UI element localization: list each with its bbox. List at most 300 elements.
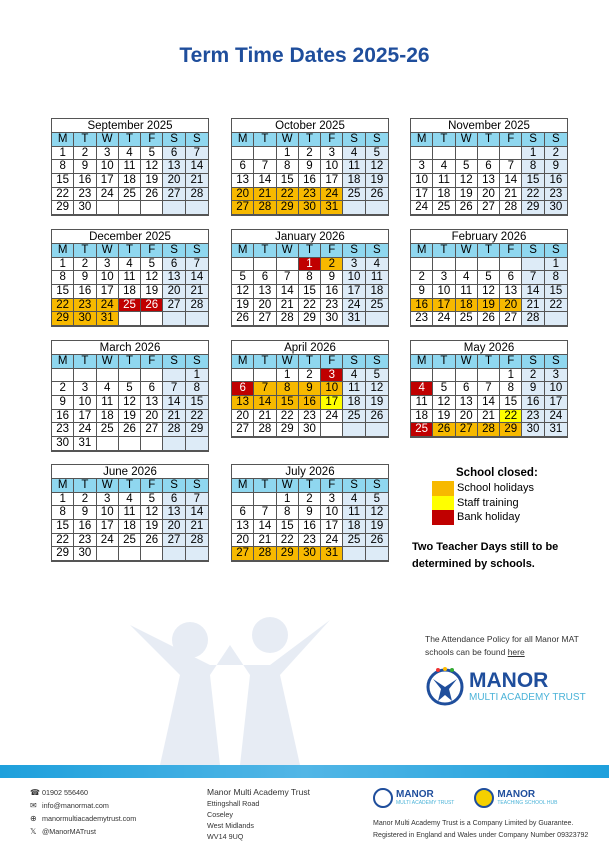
empty-cell [232, 493, 254, 507]
day-cell: 18 [97, 410, 119, 424]
month-calendar [231, 229, 389, 327]
day-cell: 14 [254, 520, 276, 534]
weekday-header: W [277, 479, 299, 493]
policy-link[interactable]: here [507, 647, 525, 657]
day-cell: 12 [119, 396, 141, 410]
weekday-header: M [411, 244, 433, 258]
weekday-header: M [52, 479, 74, 493]
day-cell: 4 [119, 258, 141, 272]
day-cell: 7 [254, 160, 276, 174]
day-cell: 17 [411, 188, 433, 202]
month-title: October 2025 [232, 119, 388, 133]
day-cell: 14 [254, 174, 276, 188]
attendance-policy-text [425, 633, 595, 659]
day-cell: 21 [186, 520, 208, 534]
day-cell: 12 [141, 271, 163, 285]
empty-cell [186, 437, 208, 451]
day-cell: 24 [433, 312, 455, 326]
day-cell: 7 [478, 382, 500, 396]
day-cell: 27 [141, 423, 163, 437]
day-cell: 19 [366, 396, 388, 410]
month-grid [411, 244, 567, 326]
day-cell: 3 [97, 258, 119, 272]
weekday-header: M [232, 479, 254, 493]
empty-cell [163, 312, 185, 326]
day-cell: 3 [74, 382, 96, 396]
month-grid [232, 355, 388, 437]
day-cell: 7 [500, 160, 522, 174]
day-cell: 29 [500, 423, 522, 437]
day-cell: 26 [433, 423, 455, 437]
day-cell: 31 [97, 312, 119, 326]
weekday-header: T [433, 244, 455, 258]
month-grid [411, 133, 567, 215]
month-calendar [231, 340, 389, 438]
day-cell: 15 [545, 285, 567, 299]
day-cell: 3 [97, 493, 119, 507]
weekday-header: T [433, 133, 455, 147]
empty-cell [186, 312, 208, 326]
day-cell: 15 [186, 396, 208, 410]
day-cell: 21 [163, 410, 185, 424]
day-cell: 25 [411, 423, 433, 437]
weekday-header: F [141, 355, 163, 369]
empty-cell [456, 147, 478, 161]
month-title: December 2025 [52, 230, 208, 244]
day-cell: 10 [97, 160, 119, 174]
day-cell: 12 [456, 174, 478, 188]
weekday-header: T [478, 355, 500, 369]
day-cell: 18 [366, 285, 388, 299]
month-grid [232, 479, 388, 561]
weekday-header: T [119, 244, 141, 258]
website-link[interactable]: manormultiacademytrust.com [42, 814, 137, 823]
day-cell: 13 [163, 506, 185, 520]
weekday-header: F [141, 244, 163, 258]
legend [432, 467, 538, 525]
day-cell: 6 [232, 382, 254, 396]
empty-cell [500, 147, 522, 161]
day-cell: 19 [119, 410, 141, 424]
day-cell: 18 [343, 520, 365, 534]
day-cell: 18 [343, 174, 365, 188]
manor-logo-icon [425, 665, 465, 707]
empty-cell [254, 369, 276, 383]
empty-cell [141, 312, 163, 326]
day-cell: 7 [254, 506, 276, 520]
day-cell: 13 [232, 520, 254, 534]
day-cell: 6 [500, 271, 522, 285]
weekday-header: S [522, 355, 544, 369]
weekday-header: W [97, 133, 119, 147]
day-cell: 1 [299, 258, 321, 272]
day-cell: 23 [74, 534, 96, 548]
month-title: November 2025 [411, 119, 567, 133]
day-cell: 23 [299, 188, 321, 202]
day-cell: 5 [478, 271, 500, 285]
weekday-header: M [52, 244, 74, 258]
day-cell: 22 [522, 188, 544, 202]
day-cell: 27 [232, 201, 254, 215]
holiday-swatch [432, 481, 454, 496]
weekday-header: M [52, 355, 74, 369]
empty-cell [343, 423, 365, 437]
day-cell: 29 [277, 201, 299, 215]
day-cell: 6 [163, 147, 185, 161]
empty-cell [522, 258, 544, 272]
weekday-header: F [500, 355, 522, 369]
day-cell: 6 [141, 382, 163, 396]
day-cell: 7 [277, 271, 299, 285]
empty-cell [97, 369, 119, 383]
logo-name: MANOR [396, 789, 434, 800]
day-cell: 1 [522, 147, 544, 161]
address-line: Coseley [207, 810, 233, 819]
globe-icon: ⊕ [30, 814, 37, 823]
empty-cell [119, 312, 141, 326]
day-cell: 2 [74, 147, 96, 161]
weekday-header: S [163, 479, 185, 493]
day-cell: 23 [321, 299, 343, 313]
day-cell: 22 [277, 188, 299, 202]
day-cell: 5 [456, 160, 478, 174]
day-cell: 19 [456, 188, 478, 202]
day-cell: 17 [321, 396, 343, 410]
empty-cell [119, 369, 141, 383]
day-cell: 23 [545, 188, 567, 202]
weekday-header: M [411, 133, 433, 147]
day-cell: 24 [321, 534, 343, 548]
empty-cell [343, 201, 365, 215]
address-name: Manor Multi Academy Trust [207, 787, 310, 797]
day-cell: 3 [321, 147, 343, 161]
month-title: July 2026 [232, 465, 388, 479]
day-cell: 28 [254, 547, 276, 561]
day-cell: 1 [277, 147, 299, 161]
email-link[interactable]: info@manormat.com [42, 801, 109, 810]
day-cell: 8 [522, 160, 544, 174]
weekday-header: W [97, 244, 119, 258]
day-cell: 7 [254, 382, 276, 396]
weekday-header: T [74, 355, 96, 369]
day-cell: 13 [232, 174, 254, 188]
day-cell: 3 [97, 147, 119, 161]
empty-cell [411, 369, 433, 383]
day-cell: 2 [522, 369, 544, 383]
day-cell: 9 [411, 285, 433, 299]
day-cell: 20 [163, 174, 185, 188]
weekday-header: S [522, 244, 544, 258]
day-cell: 1 [277, 369, 299, 383]
day-cell: 21 [254, 410, 276, 424]
day-cell: 25 [343, 410, 365, 424]
month-title: January 2026 [232, 230, 388, 244]
weekday-header: T [254, 479, 276, 493]
month-title: February 2026 [411, 230, 567, 244]
day-cell: 20 [141, 410, 163, 424]
address-line: West Midlands [207, 821, 255, 830]
day-cell: 12 [141, 506, 163, 520]
weekday-header: T [299, 355, 321, 369]
day-cell: 22 [545, 299, 567, 313]
address [207, 787, 310, 842]
month-title: June 2026 [52, 465, 208, 479]
empty-cell [119, 201, 141, 215]
day-cell: 26 [119, 423, 141, 437]
day-cell: 6 [163, 493, 185, 507]
logo-subtitle: MULTI ACADEMY TRUST [396, 800, 455, 806]
day-cell: 19 [366, 174, 388, 188]
day-cell: 23 [74, 299, 96, 313]
day-cell: 26 [141, 299, 163, 313]
day-cell: 18 [411, 410, 433, 424]
manor-logo [425, 665, 586, 707]
logo-name: MANOR [469, 668, 549, 692]
empty-cell [366, 547, 388, 561]
weekday-header: T [119, 479, 141, 493]
day-cell: 28 [186, 299, 208, 313]
day-cell: 31 [74, 437, 96, 451]
day-cell: 28 [500, 201, 522, 215]
footer-logo-hub [474, 788, 557, 808]
footer-logos [373, 788, 557, 808]
day-cell: 4 [343, 369, 365, 383]
day-cell: 14 [163, 396, 185, 410]
day-cell: 13 [232, 396, 254, 410]
day-cell: 15 [522, 174, 544, 188]
day-cell: 4 [97, 382, 119, 396]
day-cell: 6 [478, 160, 500, 174]
day-cell: 21 [277, 299, 299, 313]
day-cell: 15 [299, 285, 321, 299]
month-calendar [51, 464, 209, 562]
day-cell: 25 [119, 534, 141, 548]
day-cell: 16 [52, 410, 74, 424]
day-cell: 11 [119, 160, 141, 174]
day-cell: 26 [366, 188, 388, 202]
address-line: WV14 9UQ [207, 832, 244, 841]
day-cell: 16 [522, 396, 544, 410]
page-title: Term Time Dates 2025-26 [179, 44, 430, 67]
empty-cell [232, 147, 254, 161]
weekday-header: T [299, 244, 321, 258]
weekday-header: F [500, 133, 522, 147]
day-cell: 7 [186, 147, 208, 161]
day-cell: 22 [52, 188, 74, 202]
weekday-header: M [232, 133, 254, 147]
day-cell: 16 [411, 299, 433, 313]
day-cell: 31 [343, 312, 365, 326]
day-cell: 17 [343, 285, 365, 299]
day-cell: 18 [119, 520, 141, 534]
day-cell: 24 [545, 410, 567, 424]
month-calendar [231, 464, 389, 562]
day-cell: 13 [456, 396, 478, 410]
day-cell: 26 [141, 534, 163, 548]
day-cell: 7 [522, 271, 544, 285]
day-cell: 10 [343, 271, 365, 285]
day-cell: 13 [254, 285, 276, 299]
weekday-header: T [299, 133, 321, 147]
day-cell: 10 [97, 506, 119, 520]
contact-info [30, 786, 136, 838]
day-cell: 5 [366, 147, 388, 161]
day-cell: 10 [411, 174, 433, 188]
day-cell: 4 [343, 147, 365, 161]
day-cell: 24 [321, 410, 343, 424]
day-cell: 27 [232, 547, 254, 561]
day-cell: 20 [456, 410, 478, 424]
day-cell: 29 [52, 201, 74, 215]
day-cell: 5 [141, 493, 163, 507]
weekday-header: W [97, 355, 119, 369]
day-cell: 2 [74, 493, 96, 507]
month-calendar [410, 340, 568, 438]
weekday-header: T [74, 479, 96, 493]
day-cell: 9 [74, 271, 96, 285]
day-cell: 21 [186, 285, 208, 299]
day-cell: 2 [52, 382, 74, 396]
day-cell: 11 [97, 396, 119, 410]
day-cell: 28 [277, 312, 299, 326]
day-cell: 26 [478, 312, 500, 326]
empty-cell [277, 258, 299, 272]
day-cell: 10 [545, 382, 567, 396]
day-cell: 20 [232, 534, 254, 548]
day-cell: 11 [411, 396, 433, 410]
empty-cell [97, 201, 119, 215]
day-cell: 26 [366, 410, 388, 424]
day-cell: 10 [321, 160, 343, 174]
day-cell: 1 [545, 258, 567, 272]
day-cell: 3 [433, 271, 455, 285]
day-cell: 4 [433, 160, 455, 174]
month-title: April 2026 [232, 341, 388, 355]
day-cell: 13 [141, 396, 163, 410]
day-cell: 21 [522, 299, 544, 313]
day-cell: 2 [321, 258, 343, 272]
day-cell: 24 [321, 188, 343, 202]
day-cell: 27 [500, 312, 522, 326]
weekday-header: T [254, 244, 276, 258]
day-cell: 6 [163, 258, 185, 272]
empty-cell [186, 547, 208, 561]
day-cell: 17 [321, 174, 343, 188]
day-cell: 24 [97, 299, 119, 313]
day-cell: 23 [411, 312, 433, 326]
day-cell: 24 [343, 299, 365, 313]
day-cell: 11 [366, 271, 388, 285]
day-cell: 22 [299, 299, 321, 313]
weekday-header: S [186, 244, 208, 258]
day-cell: 16 [545, 174, 567, 188]
day-cell: 28 [478, 423, 500, 437]
day-cell: 22 [52, 534, 74, 548]
day-cell: 2 [411, 271, 433, 285]
day-cell: 18 [119, 174, 141, 188]
day-cell: 22 [500, 410, 522, 424]
phone-icon: ☎ [30, 788, 40, 797]
weekday-header: S [366, 244, 388, 258]
day-cell: 31 [321, 201, 343, 215]
day-cell: 10 [321, 382, 343, 396]
day-cell: 15 [52, 174, 74, 188]
day-cell: 20 [232, 410, 254, 424]
day-cell: 4 [343, 493, 365, 507]
month-calendar [51, 118, 209, 216]
weekday-header: S [186, 355, 208, 369]
day-cell: 12 [232, 285, 254, 299]
day-cell: 26 [232, 312, 254, 326]
weekday-header: S [186, 479, 208, 493]
day-cell: 20 [163, 520, 185, 534]
legend-title: School closed: [456, 467, 538, 479]
month-grid [411, 355, 567, 437]
day-cell: 30 [299, 547, 321, 561]
day-cell: 23 [522, 410, 544, 424]
address-line: Ettingshall Road [207, 799, 260, 808]
x-handle-link[interactable]: @ManorMATrust [42, 827, 97, 836]
day-cell: 9 [321, 271, 343, 285]
legend-item-training [432, 496, 538, 511]
day-cell: 17 [74, 410, 96, 424]
day-cell: 28 [522, 312, 544, 326]
day-cell: 26 [366, 534, 388, 548]
weekday-header: F [321, 479, 343, 493]
day-cell: 18 [433, 188, 455, 202]
day-cell: 19 [366, 520, 388, 534]
weekday-header: F [321, 355, 343, 369]
empty-cell [52, 369, 74, 383]
day-cell: 25 [343, 534, 365, 548]
day-cell: 9 [74, 160, 96, 174]
day-cell: 29 [277, 547, 299, 561]
empty-cell [366, 312, 388, 326]
day-cell: 16 [321, 285, 343, 299]
empty-cell [321, 423, 343, 437]
day-cell: 15 [52, 285, 74, 299]
weekday-header: S [366, 133, 388, 147]
weekday-header: F [321, 133, 343, 147]
month-calendar [410, 229, 568, 327]
empty-cell [343, 547, 365, 561]
day-cell: 1 [500, 369, 522, 383]
day-cell: 19 [232, 299, 254, 313]
empty-cell [254, 147, 276, 161]
day-cell: 12 [141, 160, 163, 174]
day-cell: 24 [97, 188, 119, 202]
email-icon: ✉ [30, 801, 37, 810]
day-cell: 11 [343, 382, 365, 396]
day-cell: 7 [163, 382, 185, 396]
month-grid [232, 133, 388, 215]
empty-cell [366, 423, 388, 437]
day-cell: 12 [366, 160, 388, 174]
month-calendar [410, 118, 568, 216]
day-cell: 17 [545, 396, 567, 410]
weekday-header: M [232, 244, 254, 258]
month-grid [232, 244, 388, 326]
weekday-header: W [456, 355, 478, 369]
day-cell: 9 [299, 382, 321, 396]
day-cell: 8 [277, 506, 299, 520]
day-cell: 19 [141, 174, 163, 188]
empty-cell [97, 437, 119, 451]
weekday-header: S [545, 133, 567, 147]
weekday-header: S [343, 244, 365, 258]
day-cell: 5 [433, 382, 455, 396]
day-cell: 16 [74, 520, 96, 534]
